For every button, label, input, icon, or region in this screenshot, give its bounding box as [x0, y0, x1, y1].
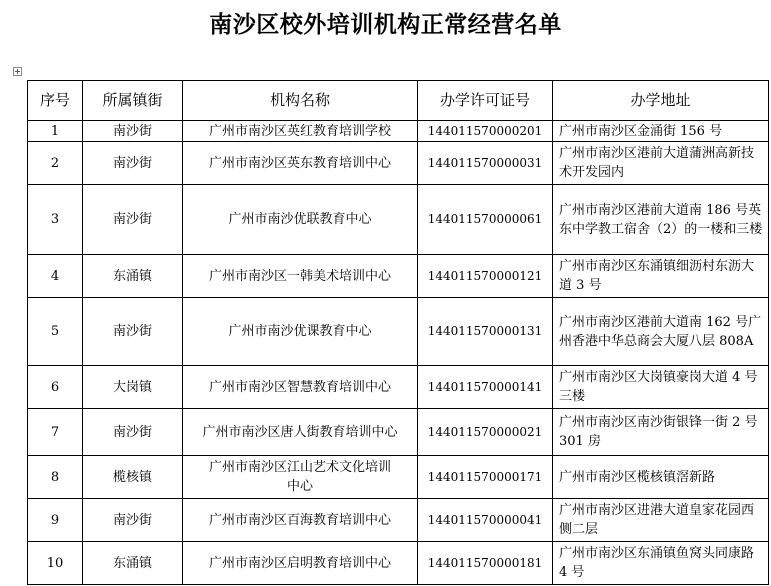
- cell-permit: 144011570000171: [418, 456, 553, 499]
- cell-name: 广州市南沙区英东教育培训中心: [183, 142, 418, 185]
- cell-town: 东涌镇: [83, 255, 183, 298]
- table-row: [28, 121, 769, 142]
- cell-permit: 144011570000141: [418, 366, 553, 409]
- cell-name: 广州市南沙优课教育中心: [183, 298, 418, 366]
- cell-permit: 144011570000031: [418, 142, 553, 185]
- cell-name: 广州市南沙区百海教育培训中心: [183, 499, 418, 542]
- cell-permit: 144011570000021: [418, 409, 553, 456]
- cell-name: 广州市南沙区英红教育培训学校: [183, 121, 418, 142]
- cell-serial: 10: [28, 542, 83, 585]
- cell-town: 榄核镇: [83, 456, 183, 499]
- cell-permit: 144011570000061: [418, 185, 553, 255]
- cell-town: 南沙街: [83, 499, 183, 542]
- table-row: [28, 298, 769, 366]
- cell-town: 南沙街: [83, 409, 183, 456]
- cell-town: 大岗镇: [83, 366, 183, 409]
- cell-address: 广州市南沙区大岗镇豪岗大道 4 号三楼: [553, 366, 769, 409]
- cell-address: 广州市南沙区东涌镇细沥村东沥大道 3 号: [553, 255, 769, 298]
- header-address: 办学地址: [553, 81, 769, 121]
- cell-name: 广州市南沙区智慧教育培训中心: [183, 366, 418, 409]
- cell-serial: 5: [28, 298, 83, 366]
- table-row: [28, 409, 769, 456]
- cell-town: 南沙街: [83, 121, 183, 142]
- table-header-row: [28, 81, 769, 121]
- cell-address: 广州市南沙区港前大道南 162 号广州香港中华总商会大厦八层 808A: [553, 298, 769, 366]
- table-row: [28, 255, 769, 298]
- cell-name: 广州市南沙区启明教育培训中心: [183, 542, 418, 585]
- cell-address: 广州市南沙区港前大道蒲洲高新技术开发园内: [553, 142, 769, 185]
- table-move-handle-icon[interactable]: [13, 67, 22, 76]
- cell-name: 广州市南沙区唐人街教育培训中心: [183, 409, 418, 456]
- institution-table: [27, 80, 769, 585]
- cell-serial: 8: [28, 456, 83, 499]
- cell-town: 南沙街: [83, 185, 183, 255]
- cell-town: 南沙街: [83, 142, 183, 185]
- cell-name: 广州市南沙区一韩美术培训中心: [183, 255, 418, 298]
- cell-serial: 9: [28, 499, 83, 542]
- header-serial-number: 序号: [28, 81, 83, 121]
- cell-permit: 144011570000121: [418, 255, 553, 298]
- cell-address: 广州市南沙区东涌镇鱼窝头同康路 4 号: [553, 542, 769, 585]
- table-row: [28, 142, 769, 185]
- cell-name: 广州市南沙区江山艺术文化培训中心: [183, 456, 418, 499]
- cell-serial: 3: [28, 185, 83, 255]
- table-row: [28, 542, 769, 585]
- cell-address: 广州市南沙区金涌街 156 号: [553, 121, 769, 142]
- cell-town: 南沙街: [83, 298, 183, 366]
- cell-serial: 4: [28, 255, 83, 298]
- cell-address: 广州市南沙区港前大道南 186 号英东中学教工宿舍（2）的一楼和三楼: [553, 185, 769, 255]
- cell-serial: 7: [28, 409, 83, 456]
- cell-permit: 144011570000181: [418, 542, 553, 585]
- cell-permit: 144011570000041: [418, 499, 553, 542]
- cell-address: 广州市南沙区南沙街银锋一街 2 号 301 房: [553, 409, 769, 456]
- cell-serial: 6: [28, 366, 83, 409]
- cell-serial: 1: [28, 121, 83, 142]
- cell-address: 广州市南沙区榄核镇滘新路: [553, 456, 769, 499]
- header-permit-number: 办学许可证号: [418, 81, 553, 121]
- cell-serial: 2: [28, 142, 83, 185]
- table-row: [28, 185, 769, 255]
- cell-permit: 144011570000201: [418, 121, 553, 142]
- cell-name: 广州市南沙优联教育中心: [183, 185, 418, 255]
- table-row: [28, 456, 769, 499]
- table-row: [28, 499, 769, 542]
- cell-town: 东涌镇: [83, 542, 183, 585]
- table-row: [28, 366, 769, 409]
- header-town: 所属镇街: [83, 81, 183, 121]
- cell-permit: 144011570000131: [418, 298, 553, 366]
- cell-address: 广州市南沙区进港大道皇家花园西侧二层: [553, 499, 769, 542]
- document-title: 南沙区校外培训机构正常经营名单: [209, 12, 562, 38]
- header-institution-name: 机构名称: [183, 81, 418, 121]
